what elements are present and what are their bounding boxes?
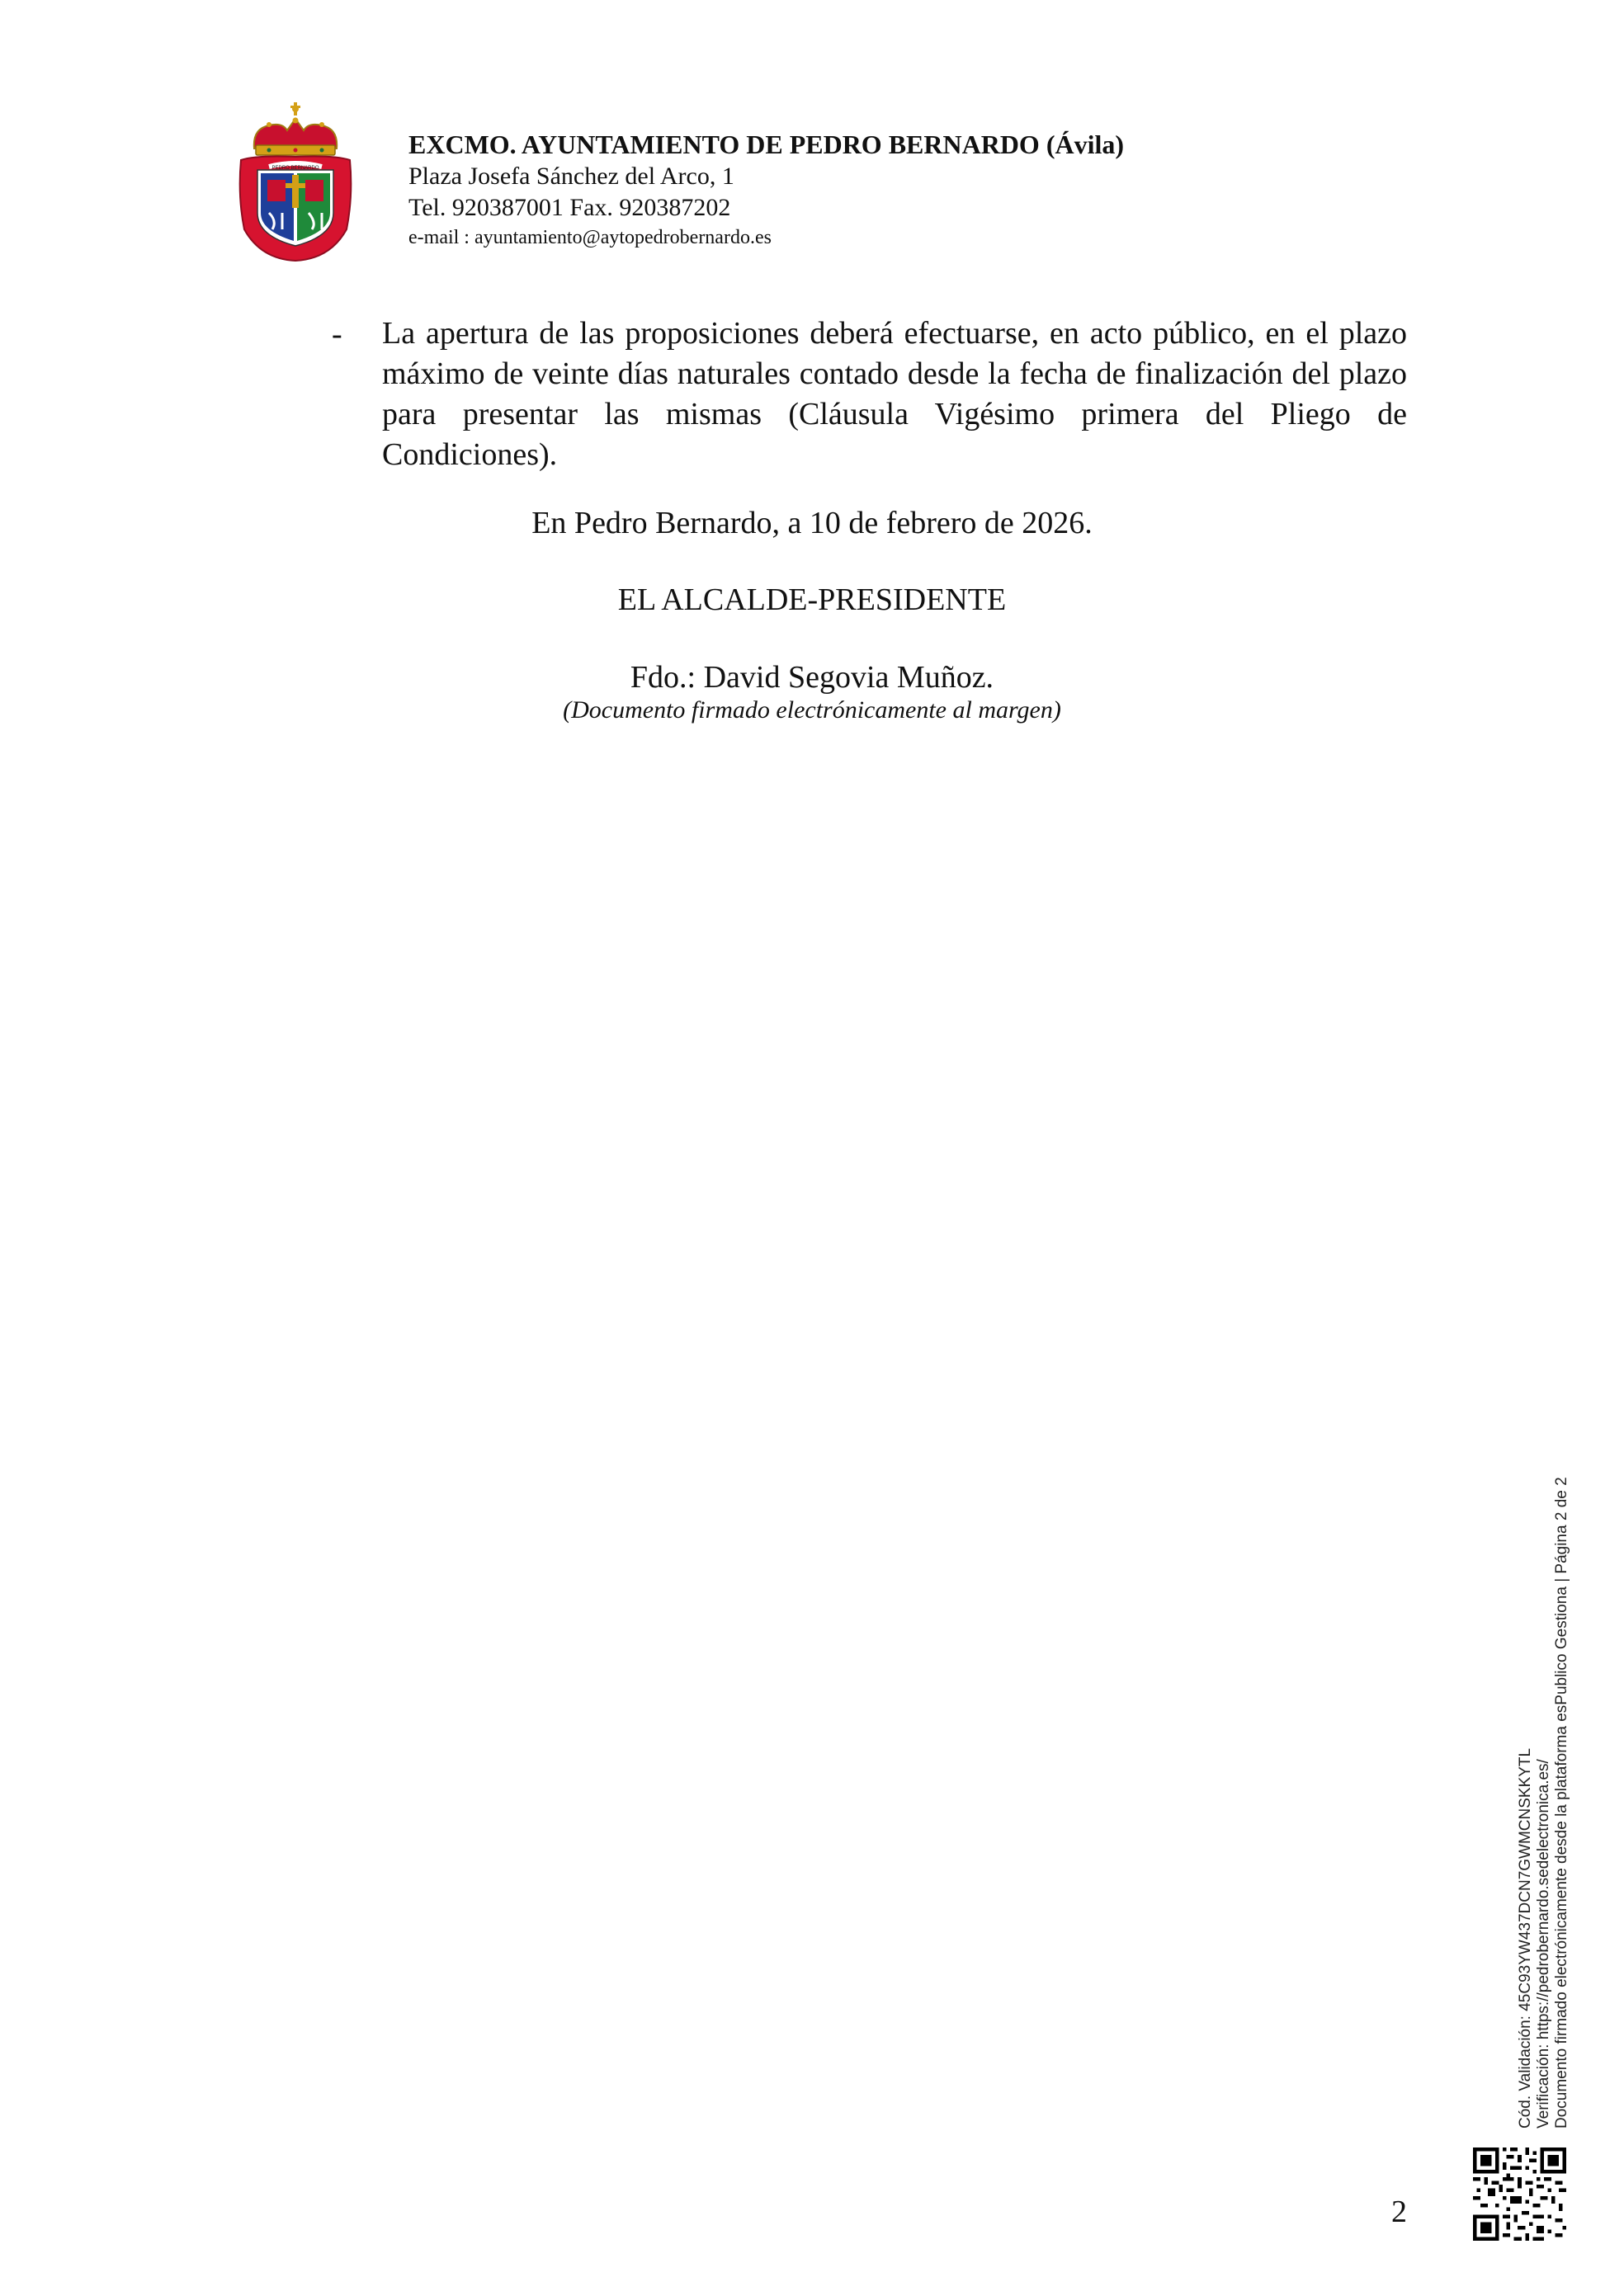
qr-code-icon [1473,2147,1566,2241]
verification-margin-text [1517,1477,1571,2129]
signatory-role: EL ALCALDE-PRESIDENTE [617,582,1007,617]
signature-note: (Documento firmado electrónicamente al margen) [563,696,1061,724]
platform-notice: Documento firmado electrónicamente desde la plataforma esPublico Gestiona | Página 2 de 2 [1553,1477,1570,2129]
crown-icon [254,102,337,155]
body-paragraph: La apertura de las proposiciones deberá efectuarse, en acto público, en el plazo máximo de veinte días naturales contado desde la fecha de finalización del plazo para presentar las mismas (Cláusula Vigésimo primera del Pliego de Condiciones). [382,316,1407,472]
organization-phone-fax: Tel. 920387001 Fax. 920387202 [408,194,731,221]
validation-code: Cód. Validación: 45C93YW437DCN7GWMCNSKKYTL [1517,1747,1534,2129]
organization-email: e-mail : ayuntamiento@aytopedrobernardo.es [408,227,772,248]
page-number: 2 [1391,2195,1407,2229]
municipal-crest-logo [236,97,355,262]
signature-line: Fdo.: David Segovia Muñoz. [630,660,994,695]
list-bullet: - [332,317,342,351]
verification-url: Verificación: https://pedrobernardo.sedelectronica.es/ [1535,1759,1552,2129]
organization-address: Plaza Josefa Sánchez del Arco, 1 [408,163,734,190]
letterhead [408,128,1316,252]
organization-name: EXCMO. AYUNTAMIENTO DE PEDRO BERNARDO (Ávila) [408,130,1125,159]
date-line: En Pedro Bernardo, a 10 de febrero de 2026. [531,506,1093,540]
svg-text:PEDRO BERNARDO: PEDRO BERNARDO [271,166,319,171]
